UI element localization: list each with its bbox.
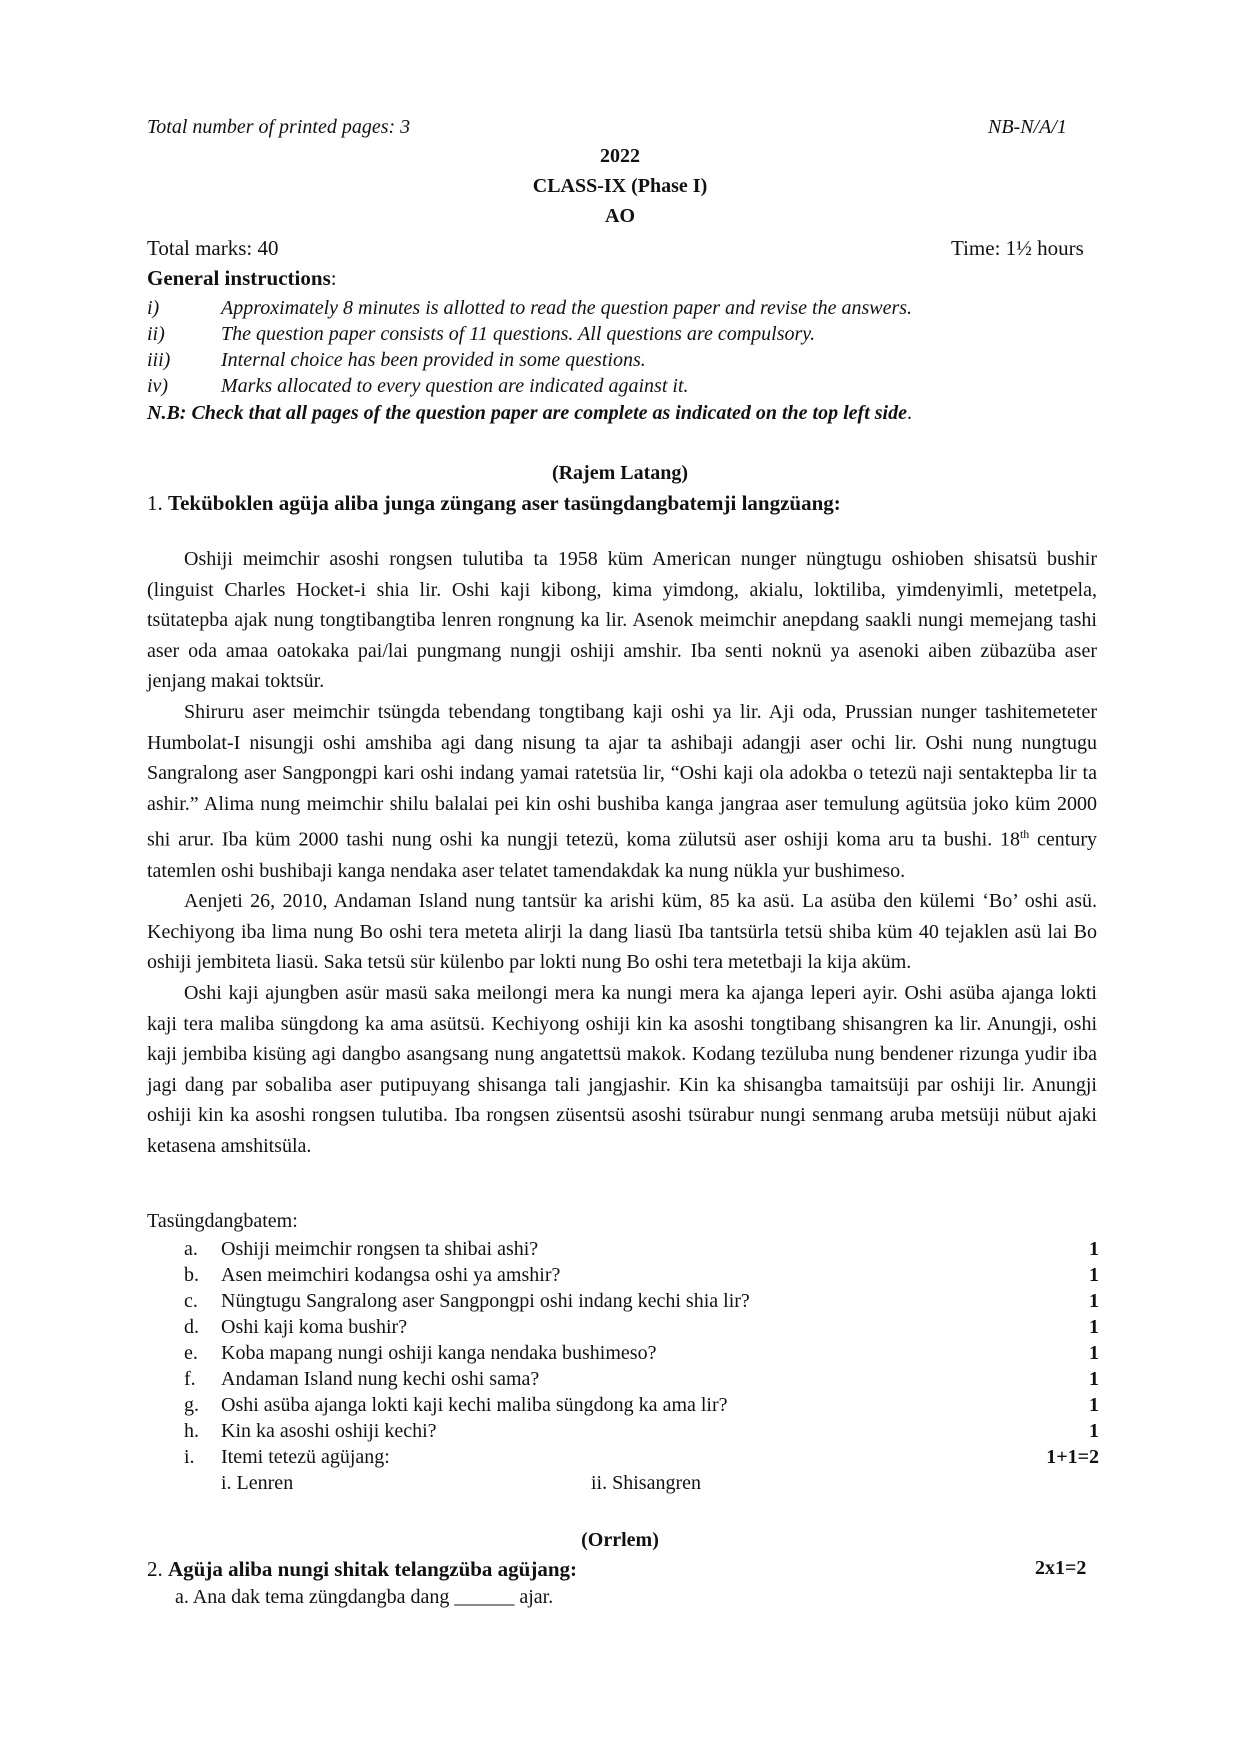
sub-question — [184, 1342, 1099, 1368]
sub-question-mark: 1 — [1089, 1264, 1099, 1286]
passage-paragraph: Oshi kaji ajungben asür masü saka meilongi mera ka nungi mera ka ajanga leperi ayir. Oshi asüba ajanga lokti kaji tera maliba süngdong ka ama asütsü. Kechiyong oshiji kin ka asoshi tongtibang shisangren ka lir. Anungji, oshi kaji jembiba kisüng agi dangbo asangsang nung angatettsü makok. Kodang tezüluba nung bendener rizunga yudir iba jagi dang par sobaliba aser putipuyang shisanga tali jangjashir. Kin ka shisangba tamaitsüji par oshiji lir. Anungji oshiji kin ka asoshi rongsen tulutiba. Iba rongsen züsentsü asoshi tsürabur nungi senmang aruba metsüji nübut ajaki ketasena amshitsüla. — [147, 981, 1097, 1157]
sub-question-letter: i. — [184, 1446, 195, 1468]
section-title-orrlem: (Orrlem) — [581, 1529, 659, 1551]
instruction-number: i) — [147, 297, 160, 319]
sub-question — [184, 1290, 1099, 1316]
sub-question-letter: g. — [184, 1394, 199, 1416]
sub-question-mark: 1 — [1089, 1368, 1099, 1390]
passage-paragraph: Aenjeti 26, 2010, Andaman Island nung tantsür ka arishi küm, 85 ka asü. La asüba den külemi ‘Bo’ oshi asü. Kechiyong iba lima nung Bo oshi tera meteta alirji la dang liasü Iba tantsürla tetsü shiba küm 40 tejaklen asü lai Bo oshiji jembiteta liasü. Saka tetsü sür külenbo par lokti nung Bo oshi tera metetbaji la kija aküm. — [147, 890, 1097, 974]
section-title-rajem-latang: (Rajem Latang) — [551, 462, 689, 484]
question-1-text: Teküboklen agüja aliba junga züngang aser tasüngdangbatemji langzüang: — [168, 491, 841, 515]
sub-question — [184, 1264, 1099, 1290]
question-2-mark: 2x1=2 — [1035, 1557, 1087, 1579]
question-2-number: 2. — [147, 1557, 163, 1581]
instruction-number: iv) — [147, 375, 169, 397]
passage-paragraph-tail: century tatemlen oshi bushibaji kanga nendaka aser telatet tamendakdak ka nung nükla yur bushimeso. — [147, 829, 1097, 882]
sub-question-letter: e. — [184, 1342, 198, 1364]
question-2-text: Agüja aliba nungi shitak telangzüba agüjang: — [168, 1557, 578, 1581]
sub-question-mark: 1+1=2 — [1046, 1446, 1099, 1468]
question-1-line — [147, 491, 841, 516]
sub-question-text: Andaman Island nung kechi oshi sama? — [221, 1368, 540, 1390]
sub-question-mark: 1 — [1089, 1238, 1099, 1260]
sub-question-letter: h. — [184, 1420, 199, 1442]
sub-question-letter: b. — [184, 1264, 199, 1286]
instructions-heading: General instructions — [147, 266, 331, 290]
nb-note-line — [147, 402, 912, 425]
nb-note-period: . — [906, 402, 912, 424]
sub-question-text: Oshi asüba ajanga lokti kaji kechi maliba süngdong ka ama lir? — [221, 1394, 728, 1416]
questions-label: Tasüngdangbatem: — [147, 1210, 298, 1232]
instruction-text: Marks allocated to every question are indicated against it. — [221, 375, 689, 397]
sub-question — [184, 1368, 1099, 1394]
instruction-number: ii) — [147, 323, 165, 345]
sub-question-mark: 1 — [1089, 1316, 1099, 1338]
sub-question-letter: c. — [184, 1290, 198, 1312]
sub-question-text: Koba mapang nungi oshiji kanga nendaka bushimeso? — [221, 1342, 657, 1364]
sub-question-mark: 1 — [1089, 1394, 1099, 1416]
instruction-text: Internal choice has been provided in some questions. — [221, 349, 646, 371]
instructions-colon: : — [330, 266, 337, 290]
exam-year: 2022 — [600, 145, 640, 167]
sub-question-text: Itemi tetezü agüjang: — [221, 1446, 390, 1468]
sub-question-mark: 1 — [1089, 1420, 1099, 1442]
printed-pages-note: Total number of printed pages: 3 — [147, 116, 411, 138]
instruction-number: iii) — [147, 349, 171, 371]
sub-question-mark: 1 — [1089, 1342, 1099, 1364]
instruction-text: The question paper consists of 11 questions. All questions are compulsory. — [221, 323, 816, 345]
reading-passage — [147, 544, 1097, 1162]
century-number: 18 — [999, 829, 1020, 851]
sub-question-letter: f. — [184, 1368, 196, 1390]
exam-subject: AO — [605, 205, 635, 227]
question-2-item-a: a. Ana dak tema züngdangba dang ______ ajar. — [175, 1586, 554, 1608]
century-ordinal: th — [1019, 827, 1030, 842]
total-marks: Total marks: 40 — [147, 236, 279, 260]
question-1-number: 1. — [147, 491, 163, 515]
passage-paragraph: Oshiji meimchir asoshi rongsen tulutiba ta 1958 küm American nunger nüngtugu oshioben shisatsü bushir (linguist Charles Hocket-i shia lir. Oshi kaji kibong, kima yimdong, akialu, loktiliba, yimdenyimli, metetpela, tsütatepba ajak nung tongtibangtiba lenren rongnung ka lir. Asenok meimchir anepdang saakli nungi memejang tashi aser oda amaa oatokaka pai/lai pungmang nungji oshiji amshir. Iba senti noknü ya asenoki aiben zübazüba aser jenjang makai toktsür. — [147, 548, 1097, 693]
question-2-line — [147, 1557, 577, 1582]
sub-question-letter: d. — [184, 1316, 199, 1338]
sub-question-mark: 1 — [1089, 1290, 1099, 1312]
passage-paragraph-text: Shiruru aser meimchir tsüngda tebendang tongtibang kaji oshi ya lir. Aji oda, Prussian nunger tashitemeteter Humbolat-I nisungji oshi amshiba agi dang nisung ta ajar ta ashibaji adangji aser ochi lir. Oshi nung nungtugu Sangralong aser Sangpongpi kari oshi indang yamai ratetsüa lir, “Oshi kaji ola adokba o tetezü naji sentaktepba lir ta ashir.” Alima nung meimchir shilu balalai pei kin oshi bushiba kanga jangraa aser temulung agütsüa joko küm 2000 shi arur. Iba küm 2000 tashi nung oshi ka nungji tetezü, koma zülutsü aser oshiji koma aru ta bushi. — [147, 700, 1097, 851]
instructions-heading-line — [147, 266, 337, 291]
sub-question — [184, 1316, 1099, 1342]
instruction-text: Approximately 8 minutes is allotted to read the question paper and revise the answers. — [221, 297, 913, 319]
sub-question — [184, 1394, 1099, 1420]
sub-question-text: Oshi kaji koma bushir? — [221, 1316, 408, 1338]
sub-question — [184, 1420, 1099, 1446]
sub-question-text: Asen meimchiri kodangsa oshi ya amshir? — [221, 1264, 561, 1286]
passage-paragraph — [147, 697, 1097, 886]
paper-code: NB-N/A/1 — [988, 116, 1067, 138]
exam-time: Time: 1½ hours — [951, 236, 1084, 260]
sub-item-shisangren: ii. Shisangren — [591, 1472, 701, 1494]
exam-class: CLASS-IX (Phase I) — [532, 175, 708, 197]
nb-note: N.B: Check that all pages of the question paper are complete as indicated on the top left side — [147, 402, 907, 424]
sub-question-text: Kin ka asoshi oshiji kechi? — [221, 1420, 437, 1442]
sub-question — [184, 1238, 1099, 1264]
sub-question-text: Oshiji meimchir rongsen ta shibai ashi? — [221, 1238, 539, 1260]
sub-question-text: Nüngtugu Sangralong aser Sangpongpi oshi indang kechi shia lir? — [221, 1290, 750, 1312]
sub-question — [184, 1446, 1099, 1472]
sub-item-lenren: i. Lenren — [221, 1472, 294, 1494]
sub-question-letter: a. — [184, 1238, 198, 1260]
